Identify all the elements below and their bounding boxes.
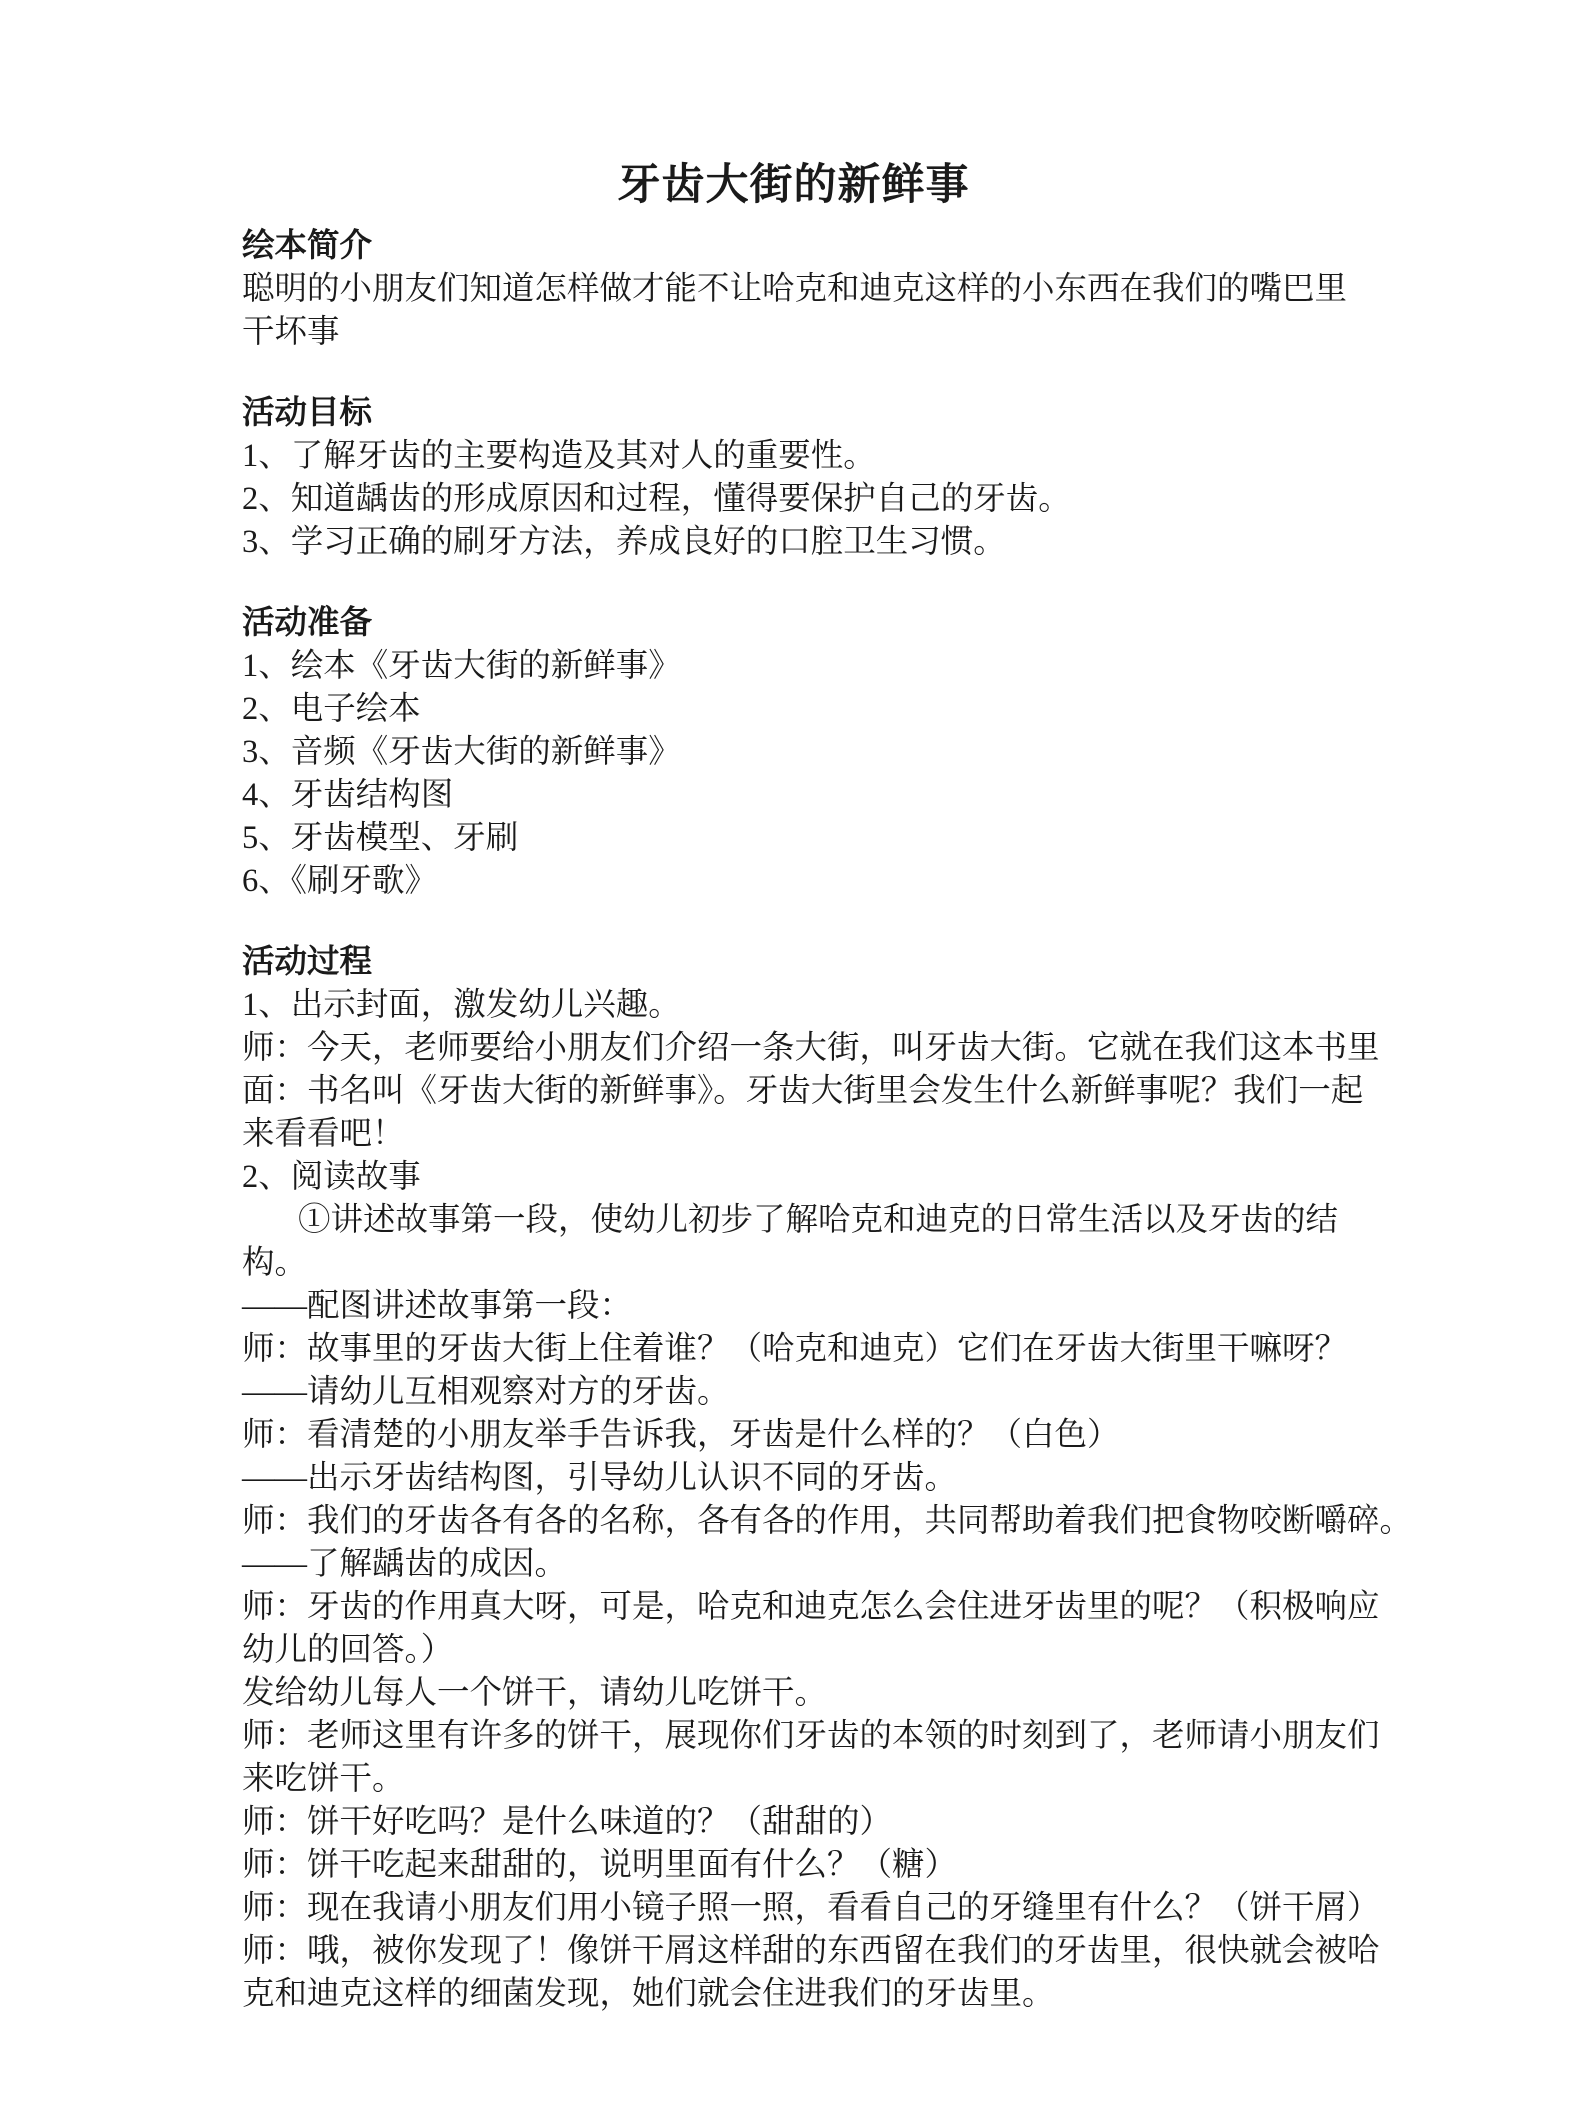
text-line: 聪明的小朋友们知道怎样做才能不让哈克和迪克这样的小东西在我们的嘴巴里 (242, 271, 1348, 307)
text-line: 师：饼干吃起来甜甜的，说明里面有什么？（糖） (242, 1847, 958, 1883)
text-line: ——了解龋齿的成因。 (242, 1546, 568, 1582)
text-line: ①讲述故事第一段，使幼儿初步了解哈克和迪克的日常生活以及牙齿的结 (298, 1202, 1339, 1238)
text-line: 1、出示封面，激发幼儿兴趣。 (242, 987, 681, 1023)
text-line: 克和迪克这样的细菌发现，她们就会住进我们的牙齿里。 (242, 1976, 1055, 2012)
text-line: 师：牙齿的作用真大呀，可是，哈克和迪克怎么会住进牙齿里的呢？（积极响应 (242, 1589, 1380, 1625)
text-line: 2、电子绘本 (242, 691, 421, 727)
text-line: 2、知道龋齿的形成原因和过程，懂得要保护自己的牙齿。 (242, 481, 1071, 517)
text-line: 师：今天，老师要给小朋友们介绍一条大街，叫牙齿大街。它就在我们这本书里 (242, 1030, 1380, 1066)
text-line: 师：故事里的牙齿大街上住着谁？（哈克和迪克）它们在牙齿大街里干嘛呀？ (242, 1331, 1348, 1367)
section-3 (242, 602, 1345, 903)
text-line: 3、学习正确的刷牙方法，养成良好的口腔卫生习惯。 (242, 524, 1006, 560)
text-line: 师：看清楚的小朋友举手告诉我，牙齿是什么样的？（白色） (242, 1417, 1120, 1453)
text-line: ——请幼儿互相观察对方的牙齿。 (242, 1374, 730, 1410)
text-line: 6、《刷牙歌》 (242, 863, 438, 899)
text-line: 师：哦，被你发现了！像饼干屑这样甜的东西留在我们的牙齿里，很快就会被哈 (242, 1933, 1380, 1969)
text-line: 来吃饼干。 (242, 1761, 405, 1797)
section-heading: 绘本简介 (242, 228, 373, 264)
text-line: 构。 (242, 1245, 308, 1281)
section-1 (242, 225, 1348, 354)
text-line: 1、了解牙齿的主要构造及其对人的重要性。 (242, 438, 876, 474)
text-line: 师：饼干好吃吗？是什么味道的？（甜甜的） (242, 1804, 893, 1840)
text-line: 师：现在我请小朋友们用小镜子照一照，看看自己的牙缝里有什么？（饼干屑） (242, 1890, 1380, 1926)
section-heading: 活动目标 (242, 395, 373, 431)
text-line: 幼儿的回答。） (242, 1632, 454, 1668)
section-heading: 活动过程 (242, 944, 373, 980)
section-4 (242, 941, 1413, 2016)
text-line: 来看看吧！ (242, 1116, 405, 1152)
text-line: 2、阅读故事 (242, 1159, 421, 1195)
text-line: 4、牙齿结构图 (242, 777, 454, 813)
section-2 (242, 392, 1345, 564)
document-sections (242, 225, 1413, 2016)
section-heading: 活动准备 (242, 605, 373, 641)
text-line: 发给幼儿每人一个饼干，请幼儿吃饼干。 (242, 1675, 828, 1711)
document-title: 牙齿大街的新鲜事 (617, 162, 970, 209)
text-line: 1、绘本《牙齿大街的新鲜事》 (242, 648, 681, 684)
text-line: ——配图讲述故事第一段： (242, 1288, 633, 1324)
text-line: 师：老师这里有许多的饼干，展现你们牙齿的本领的时刻到了，老师请小朋友们 (242, 1718, 1380, 1754)
text-line: 面：书名叫《牙齿大街的新鲜事》。牙齿大街里会发生什么新鲜事呢？我们一起 (242, 1073, 1364, 1109)
text-line: 师：我们的牙齿各有各的名称，各有各的作用，共同帮助着我们把食物咬断嚼碎。 (242, 1503, 1413, 1539)
text-line: ——出示牙齿结构图，引导幼儿认识不同的牙齿。 (242, 1460, 958, 1496)
text-line: 干坏事 (242, 314, 340, 350)
text-line: 5、牙齿模型、牙刷 (242, 820, 519, 856)
text-line: 3、音频《牙齿大街的新鲜事》 (242, 734, 681, 770)
